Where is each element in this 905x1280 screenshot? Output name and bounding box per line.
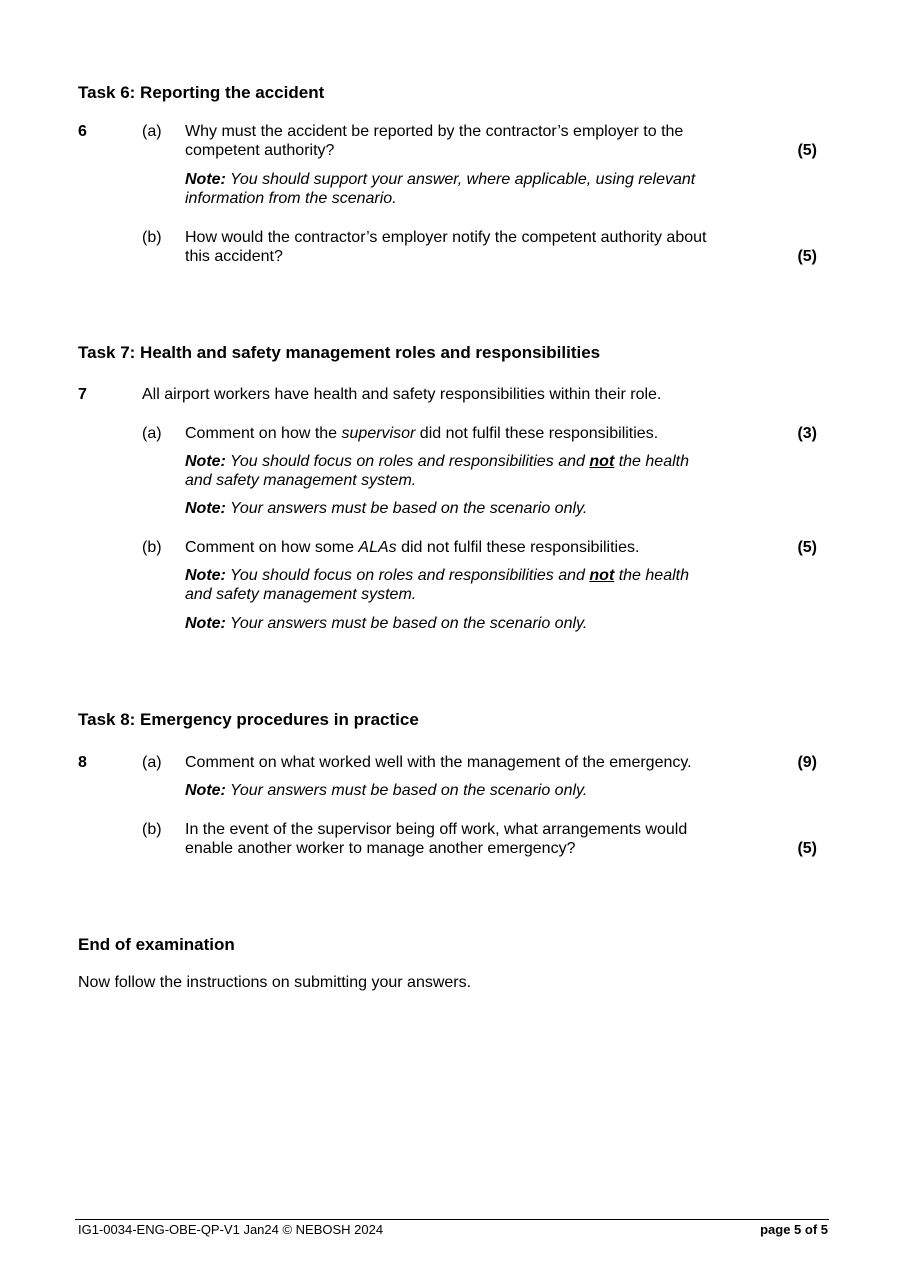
note-emphasis: not (589, 567, 615, 584)
question-line: enable another worker to manage another emergency? (185, 840, 576, 857)
note (185, 452, 689, 490)
end-heading: End of examination (78, 935, 235, 954)
note-label: Note: (185, 453, 226, 470)
question-line: In the event of the supervisor being off work, what arrangements would (185, 821, 688, 838)
note-text: and safety management system. (185, 586, 417, 603)
part-label: (a) (142, 123, 162, 140)
marks: (5) (797, 142, 817, 159)
question-line: this accident? (185, 248, 283, 265)
text: Comment on how some (185, 539, 359, 556)
note-text: You should support your answer, where applicable, using relevant (225, 171, 696, 188)
note-label: Note: (185, 171, 226, 188)
marks: (5) (797, 840, 817, 857)
question-line: How would the contractor’s employer notify the competent authority about (185, 229, 707, 246)
note (185, 781, 587, 800)
note (185, 614, 587, 633)
part-label: (a) (142, 754, 162, 771)
question-number: 7 (78, 386, 87, 403)
marks: (9) (797, 754, 817, 771)
part-label: (b) (142, 229, 162, 246)
note (185, 499, 587, 518)
question-line: competent authority? (185, 142, 335, 159)
note-text: Your answers must be based on the scenario only. (225, 500, 588, 517)
text: Comment on how the (185, 425, 342, 442)
task6-heading: Task 6: Reporting the accident (78, 83, 325, 102)
marks: (5) (797, 539, 817, 556)
note-text: You should focus on roles and responsibilities and (225, 567, 590, 584)
task8-heading: Task 8: Emergency procedures in practice (78, 710, 419, 729)
note-label: Note: (185, 567, 226, 584)
note-text: Your answers must be based on the scenario only. (225, 615, 588, 632)
marks: (3) (797, 425, 817, 442)
question-number: 8 (78, 754, 87, 771)
question-text: Comment on what worked well with the management of the emergency. (185, 754, 692, 771)
note-text: Your answers must be based on the scenario only. (225, 782, 588, 799)
text: did not fulfil these responsibilities. (396, 539, 640, 556)
question-number: 6 (78, 123, 87, 140)
note-text: information from the scenario. (185, 190, 397, 207)
part-label: (b) (142, 821, 162, 838)
note-emphasis: not (589, 453, 615, 470)
part-label: (a) (142, 425, 162, 442)
note (185, 566, 689, 604)
question-text (185, 820, 687, 858)
text: did not fulfil these responsibilities. (415, 425, 659, 442)
end-instructions: Now follow the instructions on submitting your answers. (78, 974, 472, 991)
emphasis: ALAs (358, 539, 397, 556)
task7-heading: Task 7: Health and safety management roles and responsibilities (78, 343, 601, 362)
note-label: Note: (185, 782, 226, 799)
footer-reference: IG1-0034-ENG-OBE-QP-V1 Jan24 © NEBOSH 2024 (78, 1222, 384, 1237)
note-text: the health (614, 453, 689, 470)
question-line: Why must the accident be reported by the contractor’s employer to the (185, 123, 684, 140)
emphasis: supervisor (341, 425, 416, 442)
note (185, 170, 695, 208)
marks: (5) (797, 248, 817, 265)
question-text (185, 424, 658, 443)
note-text: the health (614, 567, 689, 584)
question-text (185, 228, 706, 266)
note-label: Note: (185, 615, 226, 632)
question-intro: All airport workers have health and safety responsibilities within their role. (142, 386, 662, 403)
part-label: (b) (142, 539, 162, 556)
note-text: and safety management system. (185, 472, 417, 489)
note-text: You should focus on roles and responsibilities and (225, 453, 590, 470)
note-label: Note: (185, 500, 226, 517)
question-text (185, 122, 683, 160)
question-text (185, 538, 639, 557)
page-number: page 5 of 5 (760, 1222, 828, 1237)
